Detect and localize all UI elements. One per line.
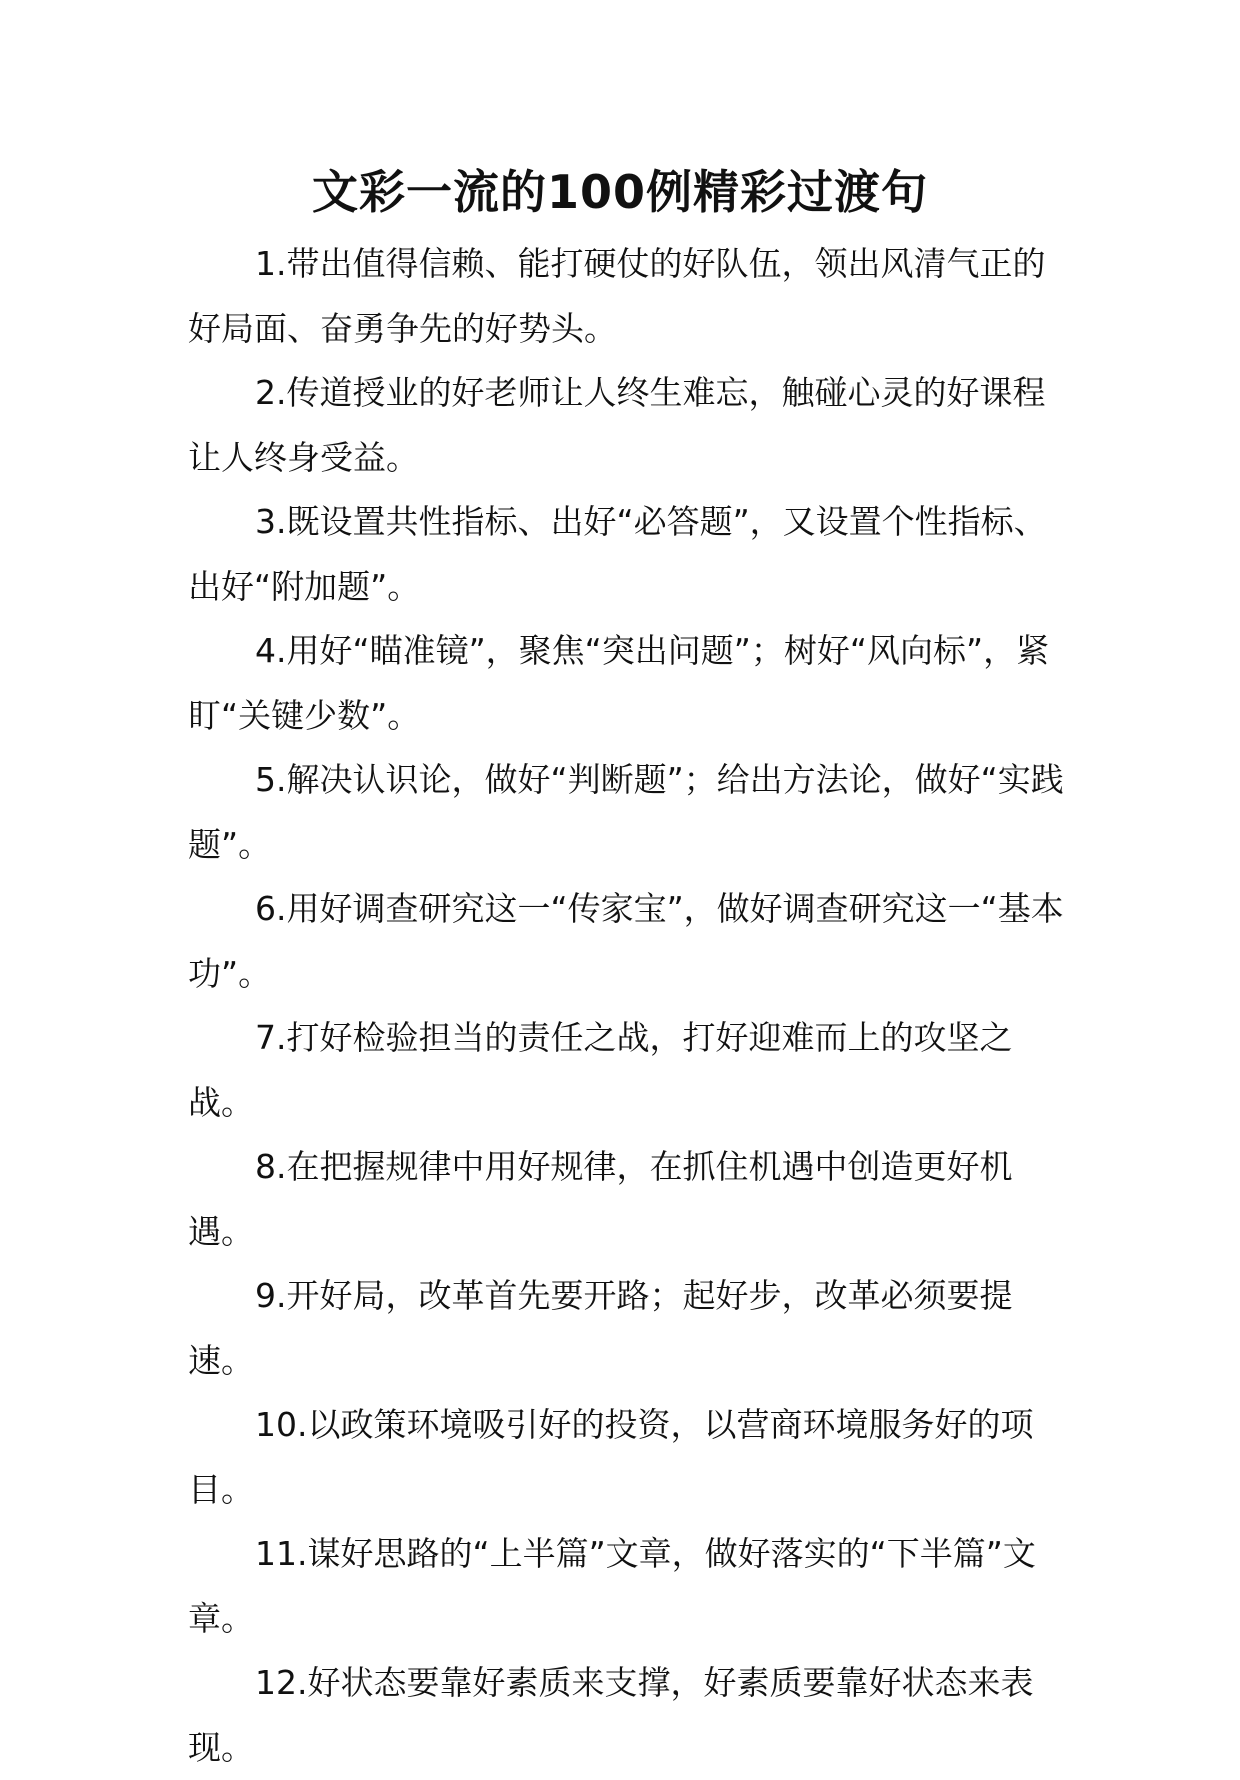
document-body xyxy=(188,232,1068,1780)
document-title: 文彩一流的100例精彩过渡句 xyxy=(311,165,929,219)
paragraph-3: 3.既设置共性指标、出好“必答题”，又设置个性指标、出好“附加题”。 xyxy=(188,502,1047,606)
paragraph-5: 5.解决认识论，做好“判断题”；给出方法论，做好“实践题”。 xyxy=(188,760,1064,864)
paragraph-9: 9.开好局，改革首先要开路；起好步，改革必须要提速。 xyxy=(188,1276,1013,1380)
paragraph-2: 2.传道授业的好老师让人终生难忘，触碰心灵的好课程让人终身受益。 xyxy=(188,373,1046,477)
paragraph-10: 10.以政策环境吸引好的投资，以营商环境服务好的项目。 xyxy=(188,1405,1034,1509)
paragraph-4: 4.用好“瞄准镜”，聚焦“突出问题”；树好“风向标”，紧盯“关键少数”。 xyxy=(188,631,1050,735)
paragraph-8: 8.在把握规律中用好规律，在抓住机遇中创造更好机遇。 xyxy=(188,1147,1013,1251)
paragraph-1: 1.带出值得信赖、能打硬仗的好队伍，领出风清气正的好局面、奋勇争先的好势头。 xyxy=(188,244,1046,348)
paragraph-11: 11.谋好思路的“上半篇”文章，做好落实的“下半篇”文章。 xyxy=(188,1534,1036,1638)
paragraph-6: 6.用好调查研究这一“传家宝”，做好调查研究这一“基本功”。 xyxy=(188,889,1064,993)
paragraph-7: 7.打好检验担当的责任之战，打好迎难而上的攻坚之战。 xyxy=(188,1018,1013,1122)
paragraph-12: 12.好状态要靠好素质来支撑，好素质要靠好状态来表现。 xyxy=(188,1663,1034,1767)
